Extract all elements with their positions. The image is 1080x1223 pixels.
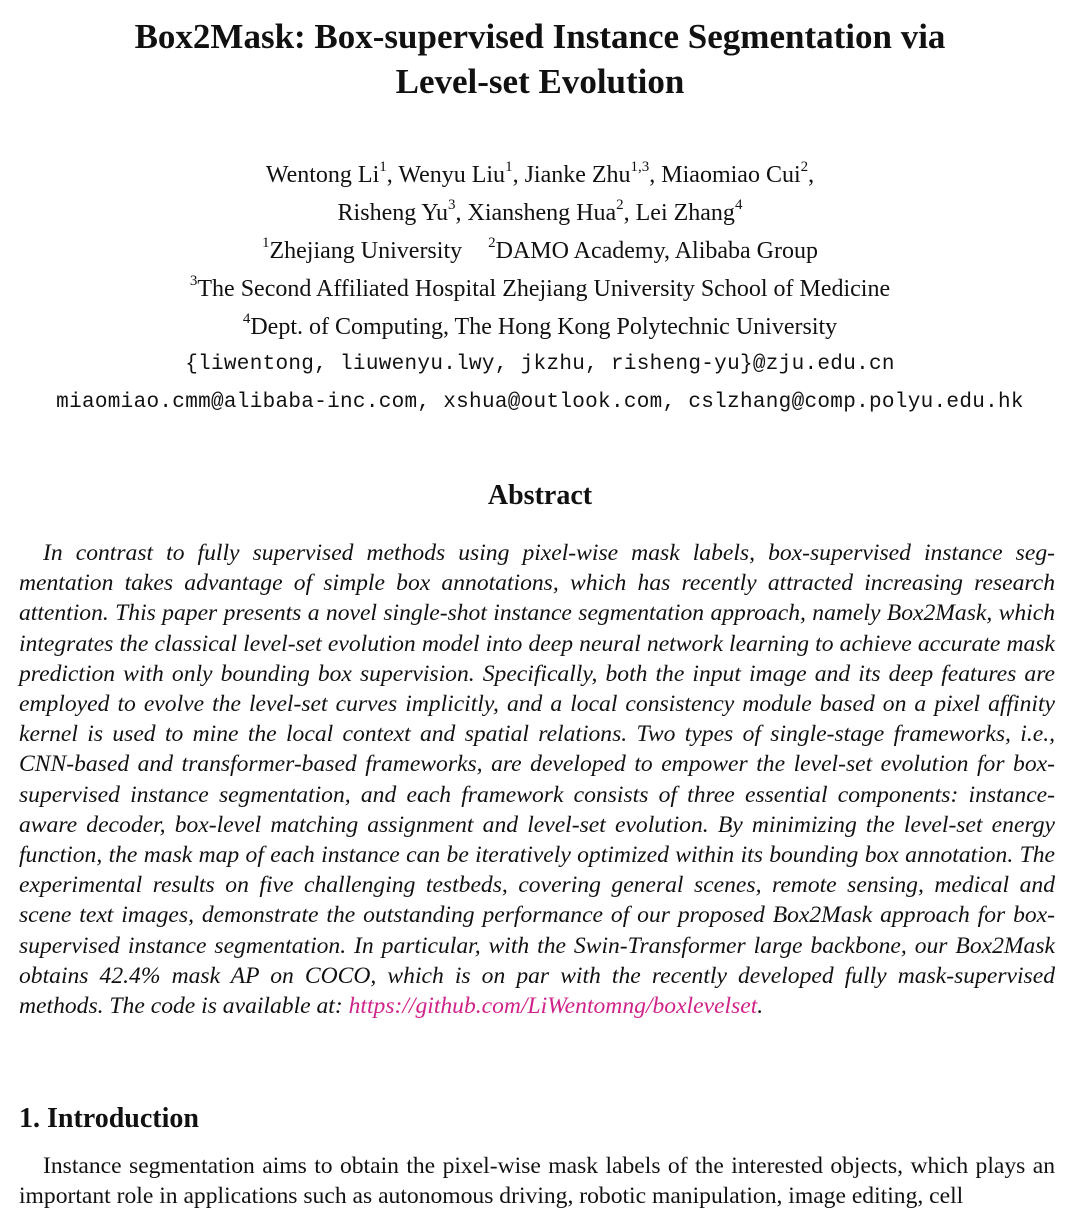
author-name: Jianke Zhu xyxy=(524,162,631,188)
affiliation-number: 4 xyxy=(242,311,251,327)
affiliation-name: DAMO Academy, Alibaba Group xyxy=(495,238,818,264)
affiliation-number: 3 xyxy=(189,273,198,289)
introduction-text: Instance segmentation aims to obtain the pixel-wise mask labels of the interested objects, which plays an important role in applications such as autonomous driving, robotic manipulation, image editing, cell xyxy=(19,1153,1055,1209)
author-name: Lei Zhang xyxy=(635,200,735,226)
author-name: Miaomiao Cui xyxy=(661,162,801,188)
affiliation-line-2 xyxy=(0,270,1080,308)
abstract-heading: Abstract xyxy=(487,480,593,511)
author-line-1: Wentong Li$^1$, Wenyu Liu$^1$, Jianke Zhu$^{1,3}$, Miaomiao Cui$^2$, xyxy=(265,159,815,188)
author-affiliation-mark: 3 xyxy=(448,197,456,213)
affiliation-line-3 xyxy=(0,308,1080,346)
author-affiliation-mark: 1 xyxy=(505,159,513,175)
affiliation-number: 1 xyxy=(261,235,270,251)
abstract-body-text: In contrast to fully supervised methods using pixel-wise mask labels, box-supervised instance segmentation takes advantage of simple box annotations, which has recently attracted increasing research attention. This paper presents a novel single-shot instance segmentation approach, namely Box2Mask, which integrates the classical level-set evolution model into deep neural network learning to achieve accurate mask prediction with only bounding box supervision. Specifically, both the input image and its deep features are employed to evolve the level-set curves implicitly, and a local consistency module based on a pixel affinity kernel is used to mine the local context and spatial relations. Two types of single-stage frameworks, i.e., CNN-based and transformer-based frameworks, are developed to empower the level-set evolution for box-supervised instance segmentation, and each framework consists of three essential components: instance-aware decoder, box-level matching assignment and level-set evolution. By minimizing the level-set energy function, the mask map of each instance can be iteratively optimized within its bounding box annotation. The experimental results on five challenging testbeds, covering general scenes, remote sensing, medical and scene text images, demonstrate the outstanding performance of our proposed Box2Mask approach for box-supervised instance segmentation. In particular, with the Swin-Transformer large backbone, our Box2Mask obtains 42.4% mask AP on COCO, which is on par with the recently developed fully mask-supervised methods. The code is available at: xyxy=(19,540,1055,1020)
abstract-text xyxy=(19,538,1055,1021)
title-line-2: Level-set Evolution xyxy=(395,62,685,101)
affiliation-number: 2 xyxy=(488,235,496,251)
author-name: Wenyu Liu xyxy=(398,162,506,188)
author-block xyxy=(0,156,1080,422)
author-line-2: Risheng Yu$^3$, Xiansheng Hua$^2$, Lei Zhang$^4$ xyxy=(337,197,743,226)
author-affiliation-mark: 2 xyxy=(800,159,809,175)
author-affiliation-mark: 1,3 xyxy=(630,159,650,175)
author-name: Wentong Li xyxy=(265,162,380,188)
affiliation-name: Dept. of Computing, The Hong Kong Polytechnic University xyxy=(250,314,838,340)
author-name: Risheng Yu xyxy=(337,200,448,226)
author-affiliation-mark: 1 xyxy=(379,159,387,175)
introduction-heading: 1. Introduction xyxy=(19,1103,199,1134)
email-line-1: {liwentong, liuwenyu.lwy, jkzhu, risheng-yu}@zju.edu.cn xyxy=(185,353,895,376)
affiliation-line-1 xyxy=(0,232,1080,270)
title-line-1: Box2Mask: Box-supervised Instance Segmentation via xyxy=(134,17,946,56)
paper-title xyxy=(0,14,1080,104)
affiliation-name: The Second Affiliated Hospital Zhejiang University School of Medicine xyxy=(197,276,891,302)
abstract-link-suffix: . xyxy=(757,993,764,1020)
email-line-2: miaomiao.cmm@alibaba-inc.com, xshua@outlook.com, cslzhang@comp.polyu.edu.hk xyxy=(56,391,1024,414)
affiliation-name: Zhejiang University xyxy=(269,238,463,264)
author-name: Xiansheng Hua xyxy=(467,200,617,226)
author-affiliation-mark: 4 xyxy=(734,197,743,213)
author-affiliation-mark: 2 xyxy=(616,197,624,213)
code-repository-link[interactable]: https://github.com/LiWentomng/boxlevelset xyxy=(348,993,758,1020)
